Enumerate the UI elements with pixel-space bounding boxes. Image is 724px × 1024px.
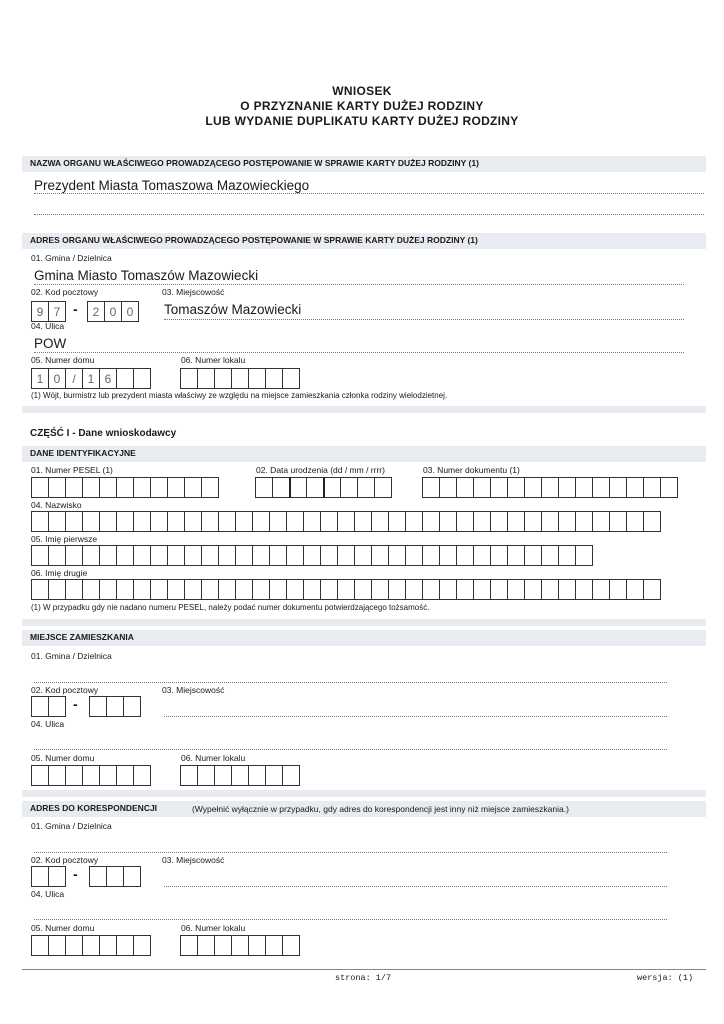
char-box[interactable]: [371, 545, 389, 566]
correspondence-postal-part-2[interactable]: [89, 866, 141, 887]
char-box[interactable]: [218, 579, 236, 600]
residence-flat-label: 06. Numer lokalu: [181, 753, 246, 763]
correspondence-postal-part-1[interactable]: [31, 866, 66, 887]
char-box[interactable]: [524, 579, 542, 600]
form-title-line-2: O PRZYZNANIE KARTY DUŻEJ RODZINY: [240, 99, 484, 113]
part-1-footnote: (1) W przypadku gdy nie nadano numeru PESEL, należy podać numer dokumentu potwierdzającego tożsamość.: [31, 603, 430, 612]
char-box[interactable]: [106, 696, 124, 717]
char-box[interactable]: [65, 935, 83, 956]
char-box[interactable]: [558, 579, 576, 600]
organ-postal-label: 02. Kod pocztowy: [31, 287, 99, 297]
char-box[interactable]: [116, 765, 134, 786]
char-box[interactable]: [65, 765, 83, 786]
char-box[interactable]: [473, 545, 491, 566]
char-box[interactable]: [48, 579, 66, 600]
birth-date-boxes[interactable]: [255, 477, 392, 498]
page-number: strona: 1/7: [335, 973, 392, 983]
char-box[interactable]: [626, 579, 644, 600]
char-box[interactable]: [82, 545, 100, 566]
char-box[interactable]: [388, 511, 406, 532]
organ-postal-code-part-2[interactable]: [87, 301, 139, 322]
char-box[interactable]: [609, 579, 627, 600]
correspondence-house-boxes[interactable]: [31, 935, 151, 956]
char-box[interactable]: [82, 935, 100, 956]
char-box[interactable]: [248, 765, 266, 786]
char-box[interactable]: [150, 545, 168, 566]
correspondence-city-label: 03. Miejscowość: [162, 855, 225, 865]
char-box[interactable]: [558, 477, 576, 498]
section-band: [22, 406, 706, 413]
residence-postal-part-2[interactable]: [89, 696, 141, 717]
char-box[interactable]: [99, 511, 117, 532]
organ-house-number-boxes[interactable]: [31, 368, 151, 389]
char-box[interactable]: [524, 545, 542, 566]
char-box[interactable]: [150, 511, 168, 532]
organ-flat-number-boxes[interactable]: [180, 368, 300, 389]
char-box[interactable]: [507, 477, 525, 498]
surname-boxes[interactable]: [31, 511, 661, 532]
correspondence-postal-label: 02. Kod pocztowy: [31, 855, 99, 865]
char-box[interactable]: [541, 511, 559, 532]
char-box[interactable]: [116, 477, 134, 498]
char-box[interactable]: [167, 579, 185, 600]
char-box[interactable]: [558, 545, 576, 566]
char-box[interactable]: [82, 765, 100, 786]
char-box[interactable]: [116, 511, 134, 532]
organ-city-line: [164, 319, 684, 320]
char-box[interactable]: [422, 511, 440, 532]
char-box[interactable]: [116, 579, 134, 600]
char-box[interactable]: [286, 579, 304, 600]
char-box[interactable]: [473, 579, 491, 600]
char-box[interactable]: [541, 545, 559, 566]
char-box[interactable]: [201, 511, 219, 532]
char-box[interactable]: [388, 579, 406, 600]
char-box[interactable]: [214, 368, 232, 389]
char-box[interactable]: [65, 511, 83, 532]
organ-name-value[interactable]: Prezydent Miasta Tomaszowa Mazowieckiego: [34, 178, 310, 193]
postal-digit-box[interactable]: 9: [31, 301, 49, 322]
char-box[interactable]: [116, 368, 134, 389]
char-box[interactable]: [48, 765, 66, 786]
char-box[interactable]: [405, 511, 423, 532]
char-box[interactable]: [89, 866, 107, 887]
postal-dash: -: [73, 301, 78, 317]
correspondence-street-line[interactable]: [34, 919, 667, 920]
char-box[interactable]: [592, 511, 610, 532]
organ-gmina-line: [34, 284, 684, 285]
char-box[interactable]: [184, 579, 202, 600]
char-box[interactable]: [99, 935, 117, 956]
char-box[interactable]: [99, 545, 117, 566]
char-box[interactable]: [371, 579, 389, 600]
char-box[interactable]: [201, 579, 219, 600]
char-box[interactable]: [388, 545, 406, 566]
char-box[interactable]: [248, 935, 266, 956]
correspondence-flat-label: 06. Numer lokalu: [181, 923, 246, 933]
char-box[interactable]: [541, 477, 559, 498]
char-box[interactable]: [116, 545, 134, 566]
char-box[interactable]: [133, 545, 151, 566]
char-box[interactable]: [184, 477, 202, 498]
char-box[interactable]: [354, 545, 372, 566]
char-box[interactable]: [89, 696, 107, 717]
char-box[interactable]: [507, 511, 525, 532]
char-box[interactable]: [422, 477, 440, 498]
char-box[interactable]: /: [65, 368, 83, 389]
char-box[interactable]: [303, 545, 321, 566]
organ-street-label: 04. Ulica: [31, 321, 65, 331]
char-box[interactable]: [269, 545, 287, 566]
organ-street-line: [34, 352, 684, 353]
char-box[interactable]: [123, 696, 141, 717]
char-box[interactable]: [490, 477, 508, 498]
char-box[interactable]: [133, 368, 151, 389]
pesel-boxes[interactable]: [31, 477, 219, 498]
postal-digit-box[interactable]: 0: [104, 301, 122, 322]
organ-name-line-1: [34, 193, 704, 194]
char-box[interactable]: [82, 477, 100, 498]
char-box[interactable]: [456, 545, 474, 566]
organ-address-heading: ADRES ORGANU WŁAŚCIWEGO PROWADZĄCEGO POSTĘPOWANIE W SPRAWIE KARTY DUŻEJ RODZINY (1): [22, 233, 706, 249]
organ-street-value[interactable]: POW: [34, 336, 67, 351]
char-box[interactable]: 1: [31, 368, 49, 389]
char-box[interactable]: [235, 511, 253, 532]
char-box[interactable]: [31, 866, 49, 887]
char-box[interactable]: [252, 579, 270, 600]
char-box[interactable]: [282, 935, 300, 956]
char-box[interactable]: [265, 935, 283, 956]
char-box[interactable]: [323, 477, 341, 498]
form-title-line-3: LUB WYDANIE DUPLIKATU KARTY DUŻEJ RODZINY: [205, 114, 519, 128]
char-box[interactable]: [235, 579, 253, 600]
residence-gmina-label: 01. Gmina / Dzielnica: [31, 651, 112, 661]
char-box[interactable]: [82, 579, 100, 600]
organ-postal-code-part-1[interactable]: [31, 301, 66, 322]
char-box[interactable]: [337, 579, 355, 600]
char-box[interactable]: [643, 511, 661, 532]
char-box[interactable]: [405, 545, 423, 566]
char-box[interactable]: [180, 765, 198, 786]
char-box[interactable]: [150, 477, 168, 498]
char-box[interactable]: [320, 511, 338, 532]
char-box[interactable]: [439, 545, 457, 566]
postal-digit-box[interactable]: 2: [87, 301, 105, 322]
char-box[interactable]: [490, 579, 508, 600]
char-box[interactable]: [48, 696, 66, 717]
char-box[interactable]: [286, 511, 304, 532]
char-box[interactable]: [184, 545, 202, 566]
char-box[interactable]: [201, 545, 219, 566]
char-box[interactable]: [133, 579, 151, 600]
char-box[interactable]: [99, 765, 117, 786]
correspondence-house-label: 05. Numer domu: [31, 923, 95, 933]
char-box[interactable]: [48, 935, 66, 956]
second-name-label: 06. Imię drugie: [31, 568, 88, 578]
char-box[interactable]: [507, 579, 525, 600]
char-box[interactable]: [180, 935, 198, 956]
residence-city-line[interactable]: [164, 716, 667, 717]
char-box[interactable]: [252, 511, 270, 532]
char-box[interactable]: 0: [48, 368, 66, 389]
postal-digit-box[interactable]: 0: [121, 301, 139, 322]
char-box[interactable]: [354, 511, 372, 532]
char-box[interactable]: [106, 866, 124, 887]
char-box[interactable]: [575, 545, 593, 566]
correspondence-heading: ADRES DO KORESPONDENCJI: [22, 801, 706, 817]
char-box[interactable]: [337, 545, 355, 566]
char-box[interactable]: [248, 368, 266, 389]
char-box[interactable]: [524, 511, 542, 532]
char-box[interactable]: [272, 477, 290, 498]
char-box[interactable]: [320, 545, 338, 566]
char-box[interactable]: [197, 935, 215, 956]
char-box[interactable]: [99, 477, 117, 498]
char-box[interactable]: [31, 765, 49, 786]
char-box[interactable]: [439, 579, 457, 600]
char-box[interactable]: [133, 511, 151, 532]
organ-house-label: 05. Numer domu: [31, 355, 95, 365]
char-box[interactable]: [439, 511, 457, 532]
residence-postal-label: 02. Kod pocztowy: [31, 685, 99, 695]
residence-house-boxes[interactable]: [31, 765, 151, 786]
char-box[interactable]: [354, 579, 372, 600]
char-box[interactable]: [374, 477, 392, 498]
char-box[interactable]: [31, 545, 49, 566]
char-box[interactable]: [626, 477, 644, 498]
char-box[interactable]: [405, 579, 423, 600]
char-box[interactable]: [184, 511, 202, 532]
char-box[interactable]: [231, 765, 249, 786]
char-box[interactable]: [357, 477, 375, 498]
char-box[interactable]: [541, 579, 559, 600]
section-band: [22, 619, 706, 626]
char-box[interactable]: [167, 477, 185, 498]
char-box[interactable]: [592, 477, 610, 498]
char-box[interactable]: [218, 545, 236, 566]
char-box[interactable]: [48, 545, 66, 566]
char-box[interactable]: [422, 579, 440, 600]
char-box[interactable]: [133, 935, 151, 956]
char-box[interactable]: [65, 477, 83, 498]
char-box[interactable]: [82, 511, 100, 532]
identification-heading: DANE IDENTYFIKACYJNE: [22, 446, 706, 462]
char-box[interactable]: [133, 477, 151, 498]
residence-street-line[interactable]: [34, 749, 667, 750]
char-box[interactable]: [214, 935, 232, 956]
char-box[interactable]: [31, 579, 49, 600]
char-box[interactable]: [231, 368, 249, 389]
correspondence-flat-boxes[interactable]: [180, 935, 300, 956]
char-box[interactable]: [490, 545, 508, 566]
char-box[interactable]: [306, 477, 324, 498]
char-box[interactable]: 6: [99, 368, 117, 389]
char-box[interactable]: [592, 579, 610, 600]
surname-label: 04. Nazwisko: [31, 500, 82, 510]
residence-street-label: 04. Ulica: [31, 719, 65, 729]
char-box[interactable]: [609, 477, 627, 498]
char-box[interactable]: [609, 511, 627, 532]
char-box[interactable]: [269, 579, 287, 600]
char-box[interactable]: [235, 545, 253, 566]
residence-flat-boxes[interactable]: [180, 765, 300, 786]
char-box[interactable]: [575, 477, 593, 498]
char-box[interactable]: [65, 579, 83, 600]
char-box[interactable]: [99, 579, 117, 600]
char-box[interactable]: [337, 511, 355, 532]
char-box[interactable]: [201, 477, 219, 498]
form-title-line-1: WNIOSEK: [332, 84, 392, 98]
part-1-title: CZĘŚĆ I - Dane wnioskodawcy: [30, 428, 177, 439]
correspondence-gmina-label: 01. Gmina / Dzielnica: [31, 821, 112, 831]
char-box[interactable]: [150, 579, 168, 600]
char-box[interactable]: [265, 765, 283, 786]
char-box[interactable]: [123, 866, 141, 887]
char-box[interactable]: [218, 511, 236, 532]
char-box[interactable]: [456, 511, 474, 532]
organ-gmina-value[interactable]: Gmina Miasto Tomaszów Mazowiecki: [34, 268, 259, 283]
form-version: wersja: (1): [637, 973, 694, 983]
char-box[interactable]: [626, 511, 644, 532]
organ-flat-label: 06. Numer lokalu: [181, 355, 246, 365]
char-box[interactable]: [660, 477, 678, 498]
char-box[interactable]: [643, 477, 661, 498]
char-box[interactable]: [507, 545, 525, 566]
char-box[interactable]: [524, 477, 542, 498]
char-box[interactable]: [31, 477, 49, 498]
correspondence-city-line[interactable]: [164, 886, 667, 887]
char-box[interactable]: [31, 696, 49, 717]
organ-name-line-2: [34, 214, 704, 215]
postal-digit-box[interactable]: 7: [48, 301, 66, 322]
char-box[interactable]: [269, 511, 287, 532]
char-box[interactable]: [252, 545, 270, 566]
char-box[interactable]: [422, 545, 440, 566]
char-box[interactable]: [31, 935, 49, 956]
char-box[interactable]: [197, 368, 215, 389]
correspondence-note: (Wypełnić wyłącznie w przypadku, gdy adres do korespondencji jest inny niż miejsce zamieszkania.): [192, 804, 569, 814]
correspondence-street-label: 04. Ulica: [31, 889, 65, 899]
char-box[interactable]: [289, 477, 307, 498]
char-box[interactable]: [303, 511, 321, 532]
char-box[interactable]: [282, 765, 300, 786]
residence-house-label: 05. Numer domu: [31, 753, 95, 763]
organ-city-label: 03. Miejscowość: [162, 287, 225, 297]
char-box[interactable]: [197, 765, 215, 786]
char-box[interactable]: [575, 511, 593, 532]
char-box[interactable]: [282, 368, 300, 389]
residence-gmina-line[interactable]: [34, 682, 667, 683]
document-number-boxes[interactable]: [422, 477, 678, 498]
document-number-label: 03. Numer dokumentu (1): [423, 465, 520, 475]
char-box[interactable]: [456, 477, 474, 498]
pesel-label: 01. Numer PESEL (1): [31, 465, 113, 475]
footer-rule: [22, 969, 706, 970]
char-box[interactable]: [65, 545, 83, 566]
char-box[interactable]: [303, 579, 321, 600]
birth-date-label: 02. Data urodzenia (dd / mm / rrrr): [256, 465, 385, 475]
char-box[interactable]: [48, 866, 66, 887]
char-box[interactable]: [180, 368, 198, 389]
char-box[interactable]: [340, 477, 358, 498]
char-box[interactable]: [286, 545, 304, 566]
postal-dash: -: [73, 696, 78, 712]
char-box[interactable]: [320, 579, 338, 600]
postal-dash: -: [73, 866, 78, 882]
char-box[interactable]: [456, 579, 474, 600]
char-box[interactable]: [255, 477, 273, 498]
char-box[interactable]: [167, 545, 185, 566]
organ-footnote: (1) Wójt, burmistrz lub prezydent miasta właściwy ze względu na miejsce zamieszkania członka rodziny wielodzietnej.: [31, 391, 448, 400]
char-box[interactable]: [265, 368, 283, 389]
first-name-boxes[interactable]: [31, 545, 593, 566]
char-box[interactable]: [473, 511, 491, 532]
residence-heading: MIEJSCE ZAMIESZKANIA: [22, 630, 706, 646]
residence-city-label: 03. Miejscowość: [162, 685, 225, 695]
organ-gmina-label: 01. Gmina / Dzielnica: [31, 253, 112, 263]
char-box[interactable]: [490, 511, 508, 532]
char-box[interactable]: [31, 511, 49, 532]
correspondence-gmina-line[interactable]: [34, 852, 667, 853]
residence-postal-part-1[interactable]: [31, 696, 66, 717]
char-box[interactable]: [167, 511, 185, 532]
char-box[interactable]: [133, 765, 151, 786]
char-box[interactable]: [48, 511, 66, 532]
char-box[interactable]: [48, 477, 66, 498]
first-name-label: 05. Imię pierwsze: [31, 534, 98, 544]
char-box[interactable]: [214, 765, 232, 786]
char-box[interactable]: [558, 511, 576, 532]
char-box[interactable]: [439, 477, 457, 498]
char-box[interactable]: [643, 579, 661, 600]
char-box[interactable]: [473, 477, 491, 498]
char-box[interactable]: [575, 579, 593, 600]
section-band: [22, 790, 706, 797]
char-box[interactable]: [371, 511, 389, 532]
char-box[interactable]: [231, 935, 249, 956]
char-box[interactable]: 1: [82, 368, 100, 389]
organ-section-heading: NAZWA ORGANU WŁAŚCIWEGO PROWADZĄCEGO POSTĘPOWANIE W SPRAWIE KARTY DUŻEJ RODZINY (1): [22, 156, 706, 172]
second-name-boxes[interactable]: [31, 579, 661, 600]
char-box[interactable]: [116, 935, 134, 956]
organ-city-value[interactable]: Tomaszów Mazowiecki: [164, 302, 302, 317]
